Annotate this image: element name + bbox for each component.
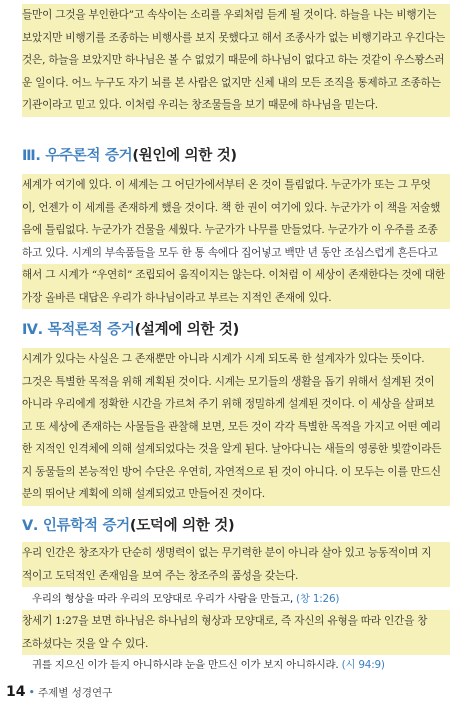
verse-text: 귀를 지으신 이가 듣지 아니하시랴 눈을 만드신 이가 보지 아니하시랴.	[32, 659, 339, 671]
section-heading-teleological	[22, 318, 239, 342]
section-heading-subtitle: (도덕에 의한 것)	[129, 518, 235, 534]
section-heading-cosmological	[22, 144, 237, 168]
page-number: 14	[6, 684, 26, 700]
section-heading-anthropological	[22, 514, 234, 538]
section-heading-subtitle: (원인에 의한 것)	[132, 148, 237, 164]
text-line: 그것은 특별한 목적을 위해 계획된 것이다. 시계는 모기들의 생활을 돕기 위해서 설계된 것이	[22, 371, 450, 394]
section-heading-title: Ⅳ. 목적론적 증거	[22, 322, 135, 338]
section-heading-title: Ⅴ. 인류학적 증거	[22, 518, 130, 534]
intro-paragraph	[22, 4, 450, 117]
text-line: 고 또 세상에 존재하는 사물들을 관찰해 보면, 모든 것이 각각 특별한 목적을 가지고 어떤 예리	[22, 416, 450, 439]
section-paragraph-cosmological	[22, 174, 450, 309]
text-line: 적이고 도덕적인 존재임을 보여 주는 창조주의 품성을 갖는다.	[22, 565, 450, 588]
section-paragraph-teleological	[22, 348, 450, 506]
verse-reference: (창 1:26)	[296, 593, 340, 605]
section-paragraph-anthropological-continued	[22, 610, 450, 655]
section-heading-subtitle: (설계에 의한 것)	[134, 322, 239, 338]
footer-bullet: •	[28, 686, 35, 699]
verse-reference: (시 94:9)	[341, 659, 385, 671]
book-title: 주제별 성경연구	[37, 687, 113, 699]
text-line: 보았지만 비행기를 조종하는 비행사를 보지 못했다고 해서 조종사가 없는 비행기라고 우긴다는	[22, 27, 450, 50]
text-line: 분의 뛰어난 계획에 의해 설계되었고 만들어진 것이다.	[22, 483, 450, 506]
section-heading-title: Ⅲ. 우주론적 증거	[22, 148, 133, 164]
text-line: 들만이 그것을 부인한다”고 속삭이는 소리를 우뢰처럼 듣게 될 것이다. 하늘을 나는 비행기는	[22, 4, 450, 27]
text-line: 해서 그 시계가 “우연히” 조립되어 움직이지는 않는다. 이처럼 이 세상이 존재한다는 것에 대한	[22, 264, 450, 287]
text-line: 하고 있다. 시계의 부속품들을 모두 한 통 속에다 집어넣고 백만 년 동안 조심스럽게 흔든다고	[22, 246, 438, 259]
bible-verse-quote	[32, 655, 452, 675]
bible-verse-quote	[32, 589, 452, 609]
text-line: 아니라 우리에게 정확한 시간을 가르쳐 주기 위해 정밀하게 설계된 것이다. 이 세상을 살펴보	[22, 393, 450, 416]
verse-text: 우리의 형상을 따라 우리의 모양대로 우리가 사람을 만들고,	[32, 593, 293, 605]
text-line: 가장 올바른 대답은 우리가 하나님이라고 부르는 지적인 존재에 있다.	[22, 287, 450, 310]
text-line: 것은, 하늘을 보았지만 하나님은 볼 수 없었기 때문에 하나님이 없다고 하는 것같이 우스꽝스러	[22, 49, 450, 72]
text-line: 우리 인간은 창조자가 단순히 생명력이 없는 무기력한 분이 아니라 살아 있고 능동적이며 지	[22, 542, 450, 565]
text-line: 창세기 1:27을 보면 하나님은 하나님의 형상과 모양대로, 즉 자신의 유형을 따라 인간을 창	[22, 610, 450, 633]
section-paragraph-anthropological	[22, 542, 450, 587]
text-line: 운 일이다. 어느 누구도 자기 뇌를 본 사람은 없지만 신체 내의 모든 조직을 통제하고 조종하는	[22, 72, 450, 95]
text-line: 세계가 여기에 있다. 이 세계는 그 어딘가에서부터 온 것이 틀림없다. 누군가가 또는 그 무엇	[22, 174, 450, 197]
text-line: 기관이라고 믿고 있다. 이처럼 우리는 창조물들을 보기 때문에 하나님을 믿는다.	[22, 94, 450, 117]
text-line: 이, 언젠가 이 세계를 존재하게 했을 것이다. 책 한 권이 여기에 있다. 누군가가 이 책을 저술했	[22, 197, 450, 220]
page-footer	[6, 682, 112, 700]
text-line: 조하셨다는 것을 알 수 있다.	[22, 633, 450, 656]
text-line: 한 지적인 인격체에 의해 설계되었다는 것을 알게 된다. 날아다니는 새들의 영롱한 빛깔이라든	[22, 438, 450, 461]
text-line: 시계가 있다는 사실은 그 존재뿐만 아니라 시계가 시계 되도록 한 설계자가 있다는 뜻이다.	[22, 348, 450, 371]
text-line: 지 동물들의 본능적인 방어 수단은 우연히, 자연적으로 된 것이 아니다. 이 모두는 이를 만드신	[22, 461, 450, 484]
text-line: 음에 틀림없다. 누군가가 건물을 세웠다. 누군가가 나무를 만들었다. 누군가가 이 우주를 조종	[22, 219, 450, 242]
